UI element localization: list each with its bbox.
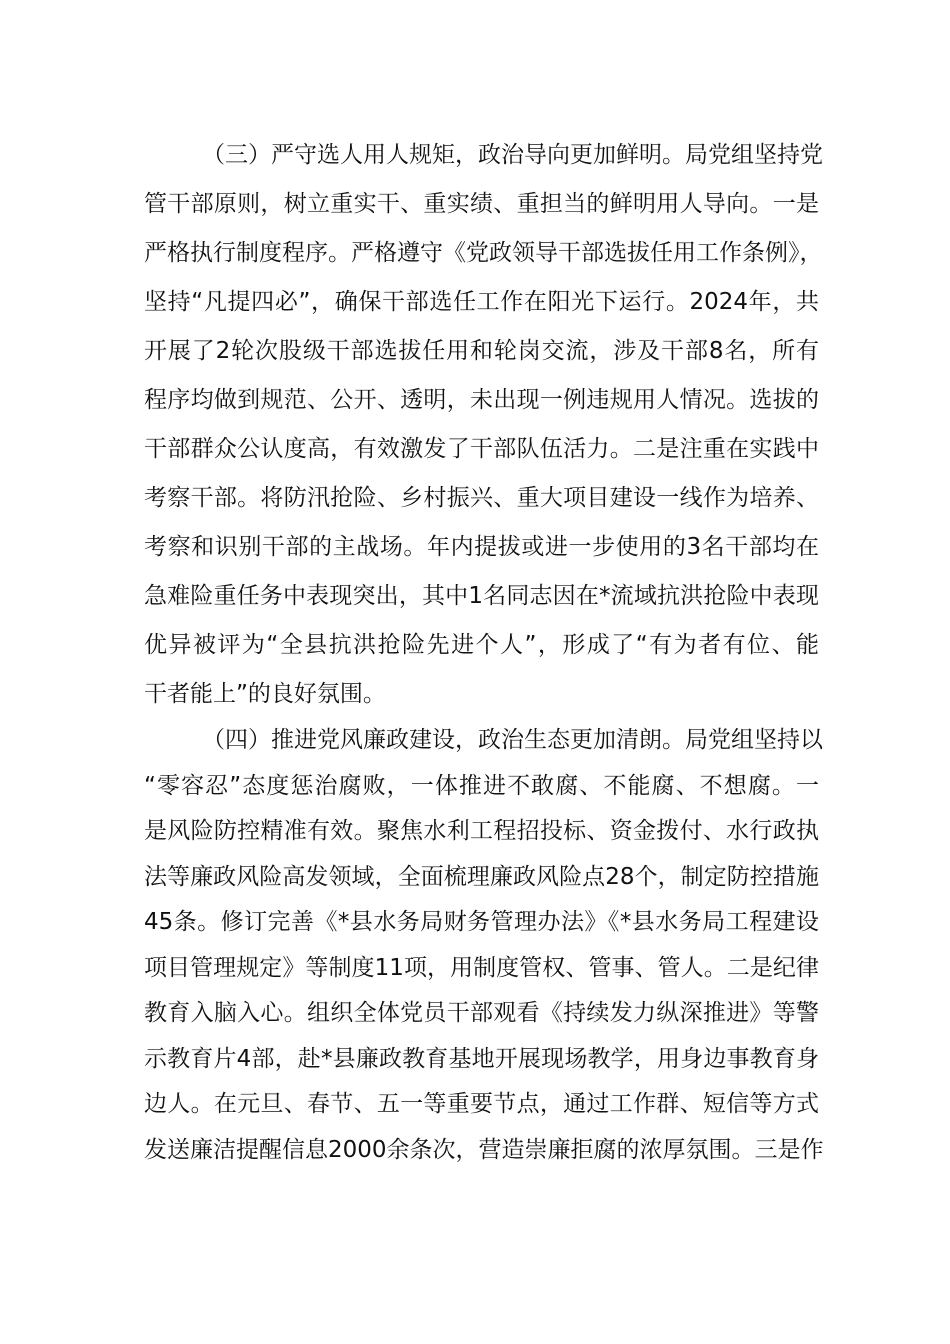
text-line: 干者能上”的良好氛围。	[144, 681, 386, 707]
text-line: 管干部原则，树立重实干、重实绩、重担当的鲜明用人导向。一是	[144, 191, 819, 217]
paragraph-cadre-selection	[144, 131, 823, 719]
text-line: 是风险防控精准有效。聚焦水利工程招投标、资金拨付、水行政执	[144, 818, 819, 844]
text-line: “零容忍”态度惩治腐败，一体推进不敢腐、不能腐、不想腐。一	[144, 772, 819, 799]
text-line: 发送廉洁提醒信息2000余条次，营造崇廉拒腐的浓厚氛围。三是作	[144, 1136, 824, 1163]
text-line: 急难险重任务中表现突出，其中1名同志因在*流域抗洪抢险中表现	[144, 583, 819, 609]
paragraph-integrity-building	[144, 718, 824, 1173]
text-line: 法等廉政风险高发领域，全面梳理廉政风险点28个，制定防控措施	[144, 863, 819, 890]
text-line: （四）推进党风廉政建设，政治生态更加清朗。局党组坚持以	[202, 727, 823, 753]
text-line: 教育入脑入心。组织全体党员干部观看《持续发力纵深推进》等警	[144, 1000, 819, 1026]
text-line: （三）严守选人用人规矩，政治导向更加鲜明。局党组坚持党	[202, 142, 823, 168]
text-line: 开展了2轮次股级干部选拔任用和轮岗交流，涉及干部8名，所有	[144, 338, 819, 364]
text-line: 严格执行制度程序。严格遵守《党政领导干部选拔任用工作条例》，	[144, 240, 823, 266]
text-line: 项目管理规定》等制度11项，用制度管权、管事、管人。二是纪律	[144, 954, 819, 981]
text-line: 考察干部。将防汛抢险、乡村振兴、重大项目建设一线作为培养、	[144, 485, 819, 511]
text-line: 考察和识别干部的主战场。年内提拔或进一步使用的3名干部均在	[144, 534, 819, 560]
text-line: 边人。在元旦、春节、五一等重要节点，通过工作群、短信等方式	[144, 1091, 819, 1117]
text-line: 优异被评为“全县抗洪抢险先进个人”，形成了“有为者有位、能	[144, 632, 819, 658]
text-line: 干部群众公认度高，有效激发了干部队伍活力。二是注重在实践中	[144, 436, 819, 462]
text-line: 坚持“凡提四必”，确保干部选任工作在阳光下运行。2024年，共	[144, 289, 819, 315]
text-line: 45条。修订完善《*县水务局财务管理办法》《*县水务局工程建设	[144, 909, 819, 935]
text-line: 示教育片4部，赴*县廉政教育基地开展现场教学，用身边事教育身	[144, 1045, 819, 1072]
text-line: 程序均做到规范、公开、透明，未出现一例违规用人情况。选拔的	[144, 387, 819, 413]
